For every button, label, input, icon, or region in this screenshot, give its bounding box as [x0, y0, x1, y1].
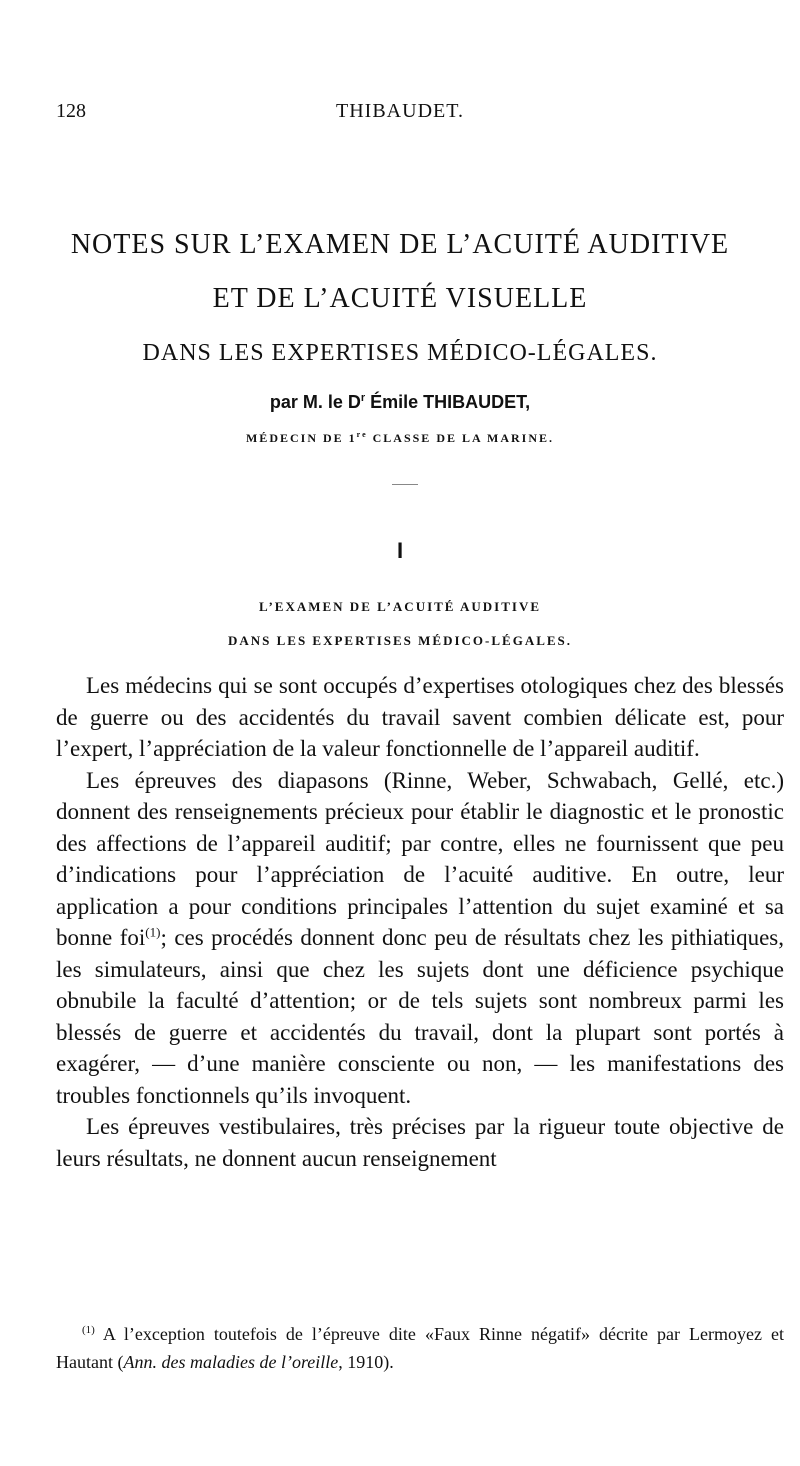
footnote-reference: (1)	[145, 924, 161, 940]
paragraph-2	[56, 765, 784, 1112]
author-affiliation	[0, 430, 800, 446]
section-heading-line-1: L’EXAMEN DE L’ACUITÉ AUDITIVE	[258, 599, 542, 614]
running-title: THIBAUDET.	[336, 100, 464, 122]
footnote-paragraph	[56, 1320, 784, 1376]
title-line-3: DANS LES EXPERTISES MÉDICO-LÉGALES.	[142, 340, 658, 366]
article-title	[40, 218, 760, 380]
footnote-text-a: A l’exception toutefois de l’épreuve dite «Faux Rinne négatif» décrite par Lermoyez et Hautant (	[56, 1324, 784, 1372]
paragraph-3: Les épreuves vestibulaires, très précises par la rigueur toute objective de leurs résultats, ne donnent aucun renseignement	[56, 1114, 784, 1171]
page-number: 128	[56, 100, 86, 122]
affiliation-suffix: CLASSE DE LA MARINE.	[367, 431, 554, 445]
paragraph-1: Les médecins qui se sont occupés d’expertises otologiques chez des blessés de guerre ou des accidentés du travail savent combien délicate est, pour l’expert, l’appréciation de la valeur fonctionnelle de l’appareil auditif.	[56, 673, 784, 761]
footnote-citation: Ann. des maladies de l’oreille	[123, 1352, 339, 1372]
separator-rule	[392, 484, 418, 485]
footnote	[56, 1320, 784, 1376]
affiliation-sup: re	[356, 430, 368, 439]
section-number: I	[396, 538, 404, 563]
affiliation-prefix: MÉDECIN DE 1	[245, 431, 357, 445]
title-line-1: NOTES SUR L’EXAMEN DE L’ACUITÉ AUDITIVE	[70, 229, 730, 260]
author-byline	[0, 392, 800, 413]
footnote-marker: (1)	[82, 1324, 95, 1336]
byline-sup: r	[360, 392, 366, 404]
running-head	[56, 100, 744, 132]
footnote-text-b: , 1910).	[338, 1352, 394, 1372]
paragraph-2-text-a: Les épreuves des diapasons (Rinne, Weber, Schwabach, Gellé, etc.) donnent des renseignements précieux pour établir le diagnostic et le pronostic des affections de l’appareil auditif; par contre, elles ne fournissent que peu d’indications pour l’appréciation de l’acuité auditive. En outre, leur application a pour conditions principales l’attention du sujet examiné et sa bonne foi	[56, 767, 784, 950]
author-name: Émile THIBAUDET,	[365, 392, 531, 412]
byline-prefix: par M. le D	[269, 392, 361, 412]
title-line-2: ET DE L’ACUITÉ VISUELLE	[212, 283, 588, 314]
section-heading	[0, 590, 800, 658]
body-text	[56, 670, 784, 1174]
section-heading-line-2: DANS LES EXPERTISES MÉDICO-LÉGALES.	[227, 633, 573, 648]
paragraph-2-text-b: ; ces procédés donnent donc peu de résultats chez les pithiatiques, les simulateurs, ainsi que chez les sujets dont une déficience psychique obnubile la faculté d’attention; or de tels sujets sont nombreux parmi les blessés de guerre et accidentés du travail, dont la plupart sont portés à exagérer, — d’une manière consciente ou non, — les manifestations des troubles fonctionnels qu’ils invoquent.	[56, 925, 785, 1108]
